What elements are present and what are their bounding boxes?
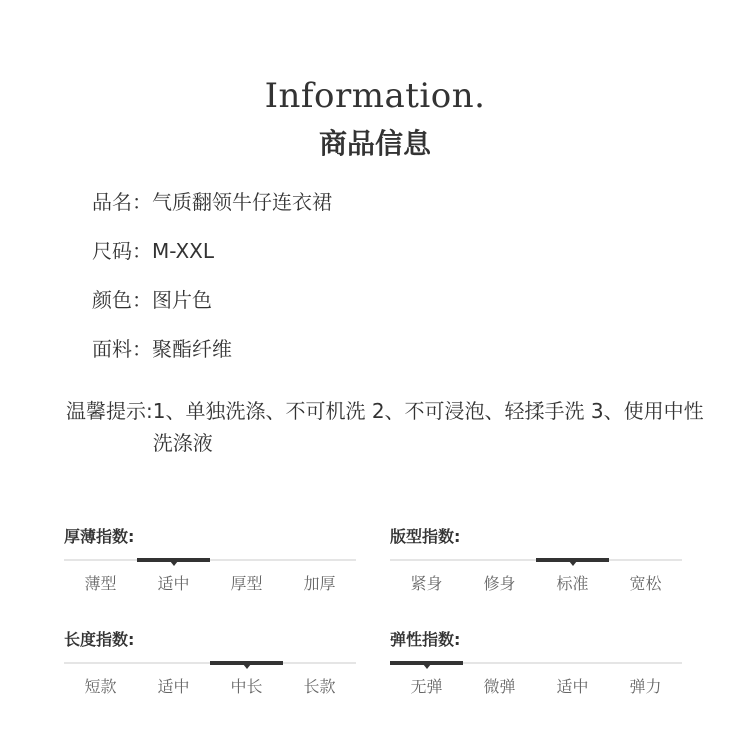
scale-selected-marker — [390, 661, 463, 665]
scale-title: 厚薄指数: — [64, 527, 135, 546]
scale-option: 修身 — [483, 574, 516, 593]
scale-selected-marker — [210, 661, 283, 665]
scale-option: 弹力 — [629, 677, 662, 696]
scale-option: 无弹 — [410, 677, 443, 696]
scale-title: 弹性指数: — [390, 630, 461, 649]
info-label: 颜色： — [92, 288, 152, 312]
info-label: 尺码： — [92, 239, 152, 263]
info-value: 图片色 — [152, 288, 212, 312]
scale-option: 适中 — [157, 574, 190, 593]
thickness-scale — [64, 524, 356, 594]
info-row-fabric — [92, 333, 232, 362]
info-label: 面料： — [92, 337, 152, 361]
info-row-color — [92, 284, 212, 313]
info-value: 聚酯纤维 — [152, 337, 232, 361]
scale-option: 宽松 — [629, 574, 662, 593]
care-tip — [66, 395, 706, 459]
scale-option: 长款 — [303, 677, 336, 696]
scale-track — [390, 559, 682, 561]
info-value: 气质翻领牛仔连衣裙 — [152, 190, 332, 214]
scale-selected-marker — [137, 558, 210, 562]
care-tip-text: 1、单独洗涤、不可机洗 2、不可浸泡、轻揉手洗 3、使用中性洗涤液 — [152, 399, 704, 455]
scale-title: 版型指数: — [390, 527, 461, 546]
scale-option: 中长 — [230, 677, 263, 696]
scale-track — [64, 559, 356, 561]
elasticity-scale — [390, 627, 682, 697]
scale-option: 短款 — [84, 677, 117, 696]
scale-track — [390, 662, 682, 664]
scale-option: 适中 — [157, 677, 190, 696]
info-row-name — [92, 186, 332, 215]
scale-track — [64, 662, 356, 664]
scale-option: 适中 — [556, 677, 589, 696]
scale-option: 微弹 — [483, 677, 516, 696]
info-value: M-XXL — [152, 239, 215, 263]
info-label: 品名： — [92, 190, 152, 214]
length-scale — [64, 627, 356, 697]
scale-option: 紧身 — [410, 574, 443, 593]
title-chinese: 商品信息 — [318, 127, 431, 160]
scale-option: 标准 — [556, 574, 589, 593]
scale-option: 加厚 — [303, 574, 336, 593]
fit-scale — [390, 524, 682, 594]
scale-selected-marker — [536, 558, 609, 562]
title-english: Information. — [264, 76, 486, 116]
scale-option: 薄型 — [84, 574, 117, 593]
scale-option: 厚型 — [230, 574, 263, 593]
scale-title: 长度指数: — [64, 630, 135, 649]
info-row-size — [92, 235, 214, 264]
care-tip-label: 温馨提示: — [66, 399, 153, 423]
